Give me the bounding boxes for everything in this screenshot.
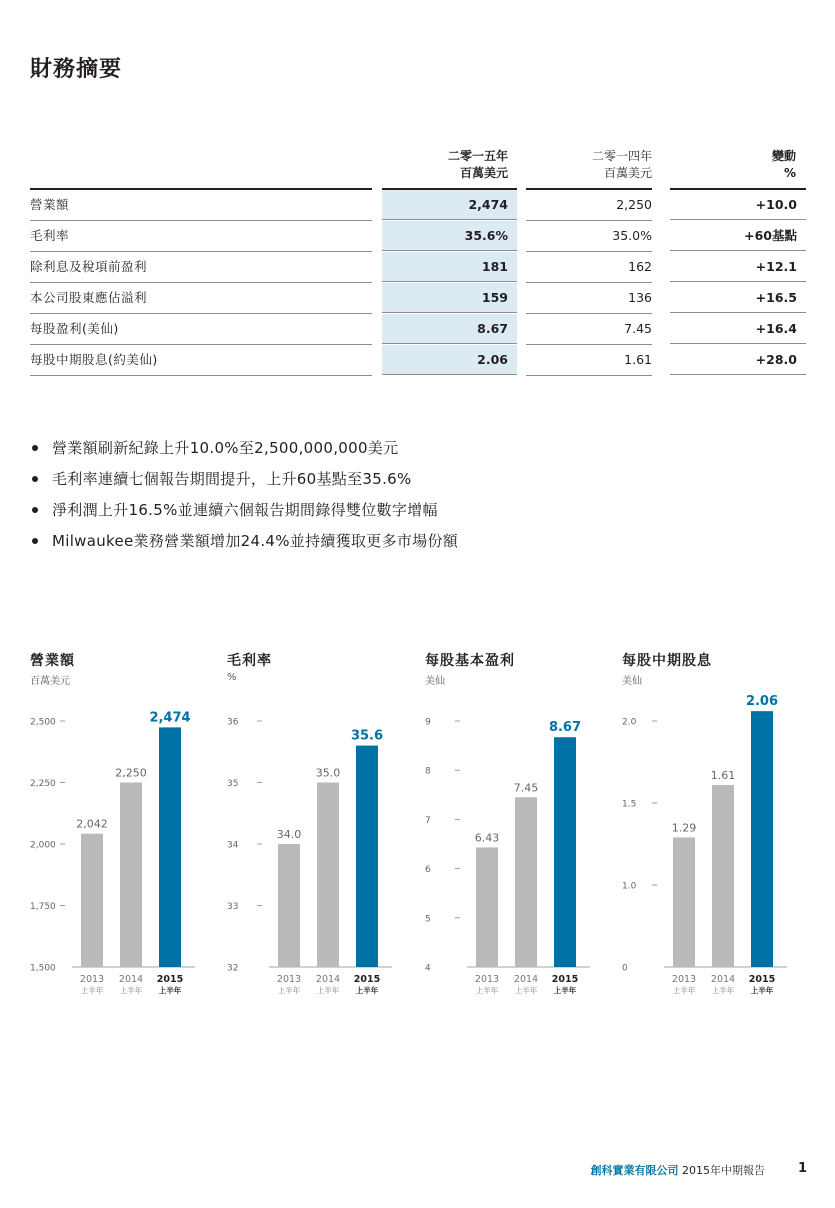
x-tick-sublabel: 上半年 <box>119 986 143 995</box>
data-label: 7.45 <box>513 781 539 795</box>
footer <box>591 1162 766 1178</box>
cell-v2014: 136 <box>526 283 652 314</box>
table-row <box>30 221 806 252</box>
y-tick-label: 1.0 <box>622 881 637 892</box>
header-2015-line1: 二零一五年 <box>447 149 508 163</box>
x-tick-label: 2014 <box>513 974 539 985</box>
y-tick-label: 2,500 <box>30 717 56 728</box>
chart-eps <box>425 650 620 1010</box>
chart-unit: % <box>227 672 237 683</box>
x-tick-label: 2013 <box>671 974 697 985</box>
header-2015 <box>382 148 508 182</box>
cell-v2014: 35.0% <box>526 221 652 252</box>
data-label: 2,474 <box>149 710 191 726</box>
x-tick-label: 2014 <box>315 974 341 985</box>
cell-label: 每股中期股息(約美仙) <box>30 345 372 376</box>
cell-v2014: 7.45 <box>526 314 652 345</box>
y-tick-label: 35 <box>227 779 239 789</box>
y-tick-label: 9 <box>425 717 431 728</box>
data-label: 1.61 <box>710 768 736 782</box>
x-tick-sublabel: 上半年 <box>355 986 379 995</box>
cell-label: 毛利率 <box>30 221 372 252</box>
x-tick-sublabel: 上半年 <box>80 986 104 995</box>
y-tick-label: 34 <box>227 840 239 851</box>
y-tick-label: 2.0 <box>622 717 637 728</box>
y-tick-label: 1,750 <box>30 902 56 912</box>
x-tick-label: 2014 <box>118 974 144 985</box>
cell-change: +60基點 <box>670 221 806 251</box>
cell-label: 除利息及稅項前盈利 <box>30 252 372 283</box>
cell-v2014: 1.61 <box>526 345 652 376</box>
x-tick-label: 2013 <box>276 974 302 985</box>
x-tick-sublabel: 上半年 <box>711 986 735 995</box>
financial-summary-table <box>30 148 806 376</box>
header-2015-line2: 百萬美元 <box>459 166 508 180</box>
chart-svg <box>227 650 422 1010</box>
cell-change: +16.4 <box>670 314 806 344</box>
x-tick-label: 2015 <box>353 974 381 985</box>
bar <box>159 727 181 967</box>
cell-v2015: 2.06 <box>382 345 517 375</box>
x-tick-label: 2015 <box>748 974 776 985</box>
chart-unit: 百萬美元 <box>30 676 70 687</box>
x-tick-label: 2015 <box>156 974 184 985</box>
y-tick-label: 1,500 <box>30 963 56 974</box>
bar <box>515 797 537 967</box>
bar <box>673 837 695 967</box>
chart-unit: 美仙 <box>425 676 445 687</box>
y-tick-label: 7 <box>425 815 431 826</box>
data-label: 34.0 <box>276 828 302 841</box>
chart-svg <box>622 650 817 1010</box>
x-tick-label: 2015 <box>551 974 579 985</box>
chart-dividend <box>622 650 817 1010</box>
data-label: 1.29 <box>671 821 697 835</box>
y-tick-label: 33 <box>227 902 239 912</box>
y-tick-label: 1.5 <box>622 799 637 810</box>
header-change-line2: % <box>783 166 796 180</box>
list-item: 毛利率連續七個報告期間提升，上升60基點至35.6% <box>30 467 458 498</box>
bar <box>476 847 498 967</box>
page-number: 1 <box>798 1161 808 1176</box>
data-label: 35.6 <box>350 728 384 744</box>
x-tick-label: 2013 <box>79 974 105 985</box>
chart-svg <box>30 650 225 1010</box>
list-item: 淨利潤上升16.5%並連續六個報告期間錄得雙位數字增幅 <box>30 498 458 529</box>
header-2014 <box>526 148 652 182</box>
table-row <box>30 314 806 345</box>
cell-change: +10.0 <box>670 190 806 220</box>
x-tick-label: 2014 <box>710 974 736 985</box>
data-label: 2.06 <box>745 694 779 710</box>
y-tick-label: 6 <box>425 865 431 876</box>
x-tick-sublabel: 上半年 <box>514 986 538 995</box>
data-label: 35.0 <box>315 766 341 780</box>
bar <box>120 783 142 968</box>
y-tick-label: 2,250 <box>30 779 56 789</box>
cell-v2014: 162 <box>526 252 652 283</box>
chart-title: 毛利率 <box>227 653 272 669</box>
cell-label: 本公司股東應佔溢利 <box>30 283 372 314</box>
chart-title: 每股基本盈利 <box>425 653 515 669</box>
bar <box>356 746 378 967</box>
bar <box>712 785 734 967</box>
y-tick-label: 32 <box>227 963 239 974</box>
footer-report: 2015年中期報告 <box>682 1164 765 1177</box>
data-label: 2,250 <box>115 766 147 780</box>
cell-v2014: 2,250 <box>526 190 652 221</box>
cell-v2015: 8.67 <box>382 314 517 344</box>
chart-title: 營業額 <box>30 653 75 669</box>
y-tick-label: 0 <box>622 963 628 974</box>
list-item: Milwaukee業務營業額增加24.4%並持續獲取更多市場份額 <box>30 529 458 560</box>
cell-v2015: 159 <box>382 283 517 313</box>
cell-label: 每股盈利(美仙) <box>30 314 372 345</box>
y-tick-label: 4 <box>425 963 431 974</box>
highlights-list <box>30 436 458 560</box>
bar <box>81 834 103 967</box>
chart-svg <box>425 650 620 1010</box>
y-tick-label: 8 <box>425 766 431 777</box>
cell-change: +12.1 <box>670 252 806 282</box>
data-label: 8.67 <box>548 720 582 736</box>
bar <box>554 737 576 967</box>
header-2014-line2: 百萬美元 <box>603 166 652 180</box>
cell-change: +16.5 <box>670 283 806 313</box>
bar <box>278 844 300 967</box>
chart-gross-margin <box>227 650 422 1010</box>
x-tick-label: 2013 <box>474 974 500 985</box>
y-tick-label: 36 <box>227 717 239 728</box>
table-row <box>30 190 806 221</box>
x-tick-sublabel: 上半年 <box>158 986 182 995</box>
list-item: 營業額刷新紀錄上升10.0%至2,500,000,000美元 <box>30 436 458 467</box>
cell-v2015: 181 <box>382 252 517 282</box>
x-tick-sublabel: 上半年 <box>553 986 577 995</box>
table-header <box>30 148 806 188</box>
data-label: 6.43 <box>474 831 500 845</box>
x-tick-sublabel: 上半年 <box>750 986 774 995</box>
header-2014-line1: 二零一四年 <box>591 149 652 163</box>
data-label: 2,042 <box>76 817 108 831</box>
footer-company: 創科實業有限公司 <box>590 1164 679 1177</box>
y-tick-label: 2,000 <box>30 840 56 851</box>
cell-v2015: 35.6% <box>382 221 517 251</box>
x-tick-sublabel: 上半年 <box>316 986 340 995</box>
page-title: 財務摘要 <box>30 57 123 82</box>
chart-title: 每股中期股息 <box>622 653 712 669</box>
x-tick-sublabel: 上半年 <box>672 986 696 995</box>
y-tick-label: 5 <box>425 914 431 925</box>
cell-change: +28.0 <box>670 345 806 375</box>
cell-v2015: 2,474 <box>382 190 517 220</box>
chart-revenue <box>30 650 225 1010</box>
x-tick-sublabel: 上半年 <box>277 986 301 995</box>
bar <box>317 783 339 968</box>
header-change <box>670 148 796 182</box>
table-row <box>30 345 806 376</box>
table-row <box>30 283 806 314</box>
x-tick-sublabel: 上半年 <box>475 986 499 995</box>
header-change-line1: 變動 <box>771 149 796 163</box>
cell-label: 營業額 <box>30 190 372 221</box>
table-row <box>30 252 806 283</box>
bar <box>751 711 773 967</box>
chart-unit: 美仙 <box>622 676 642 687</box>
